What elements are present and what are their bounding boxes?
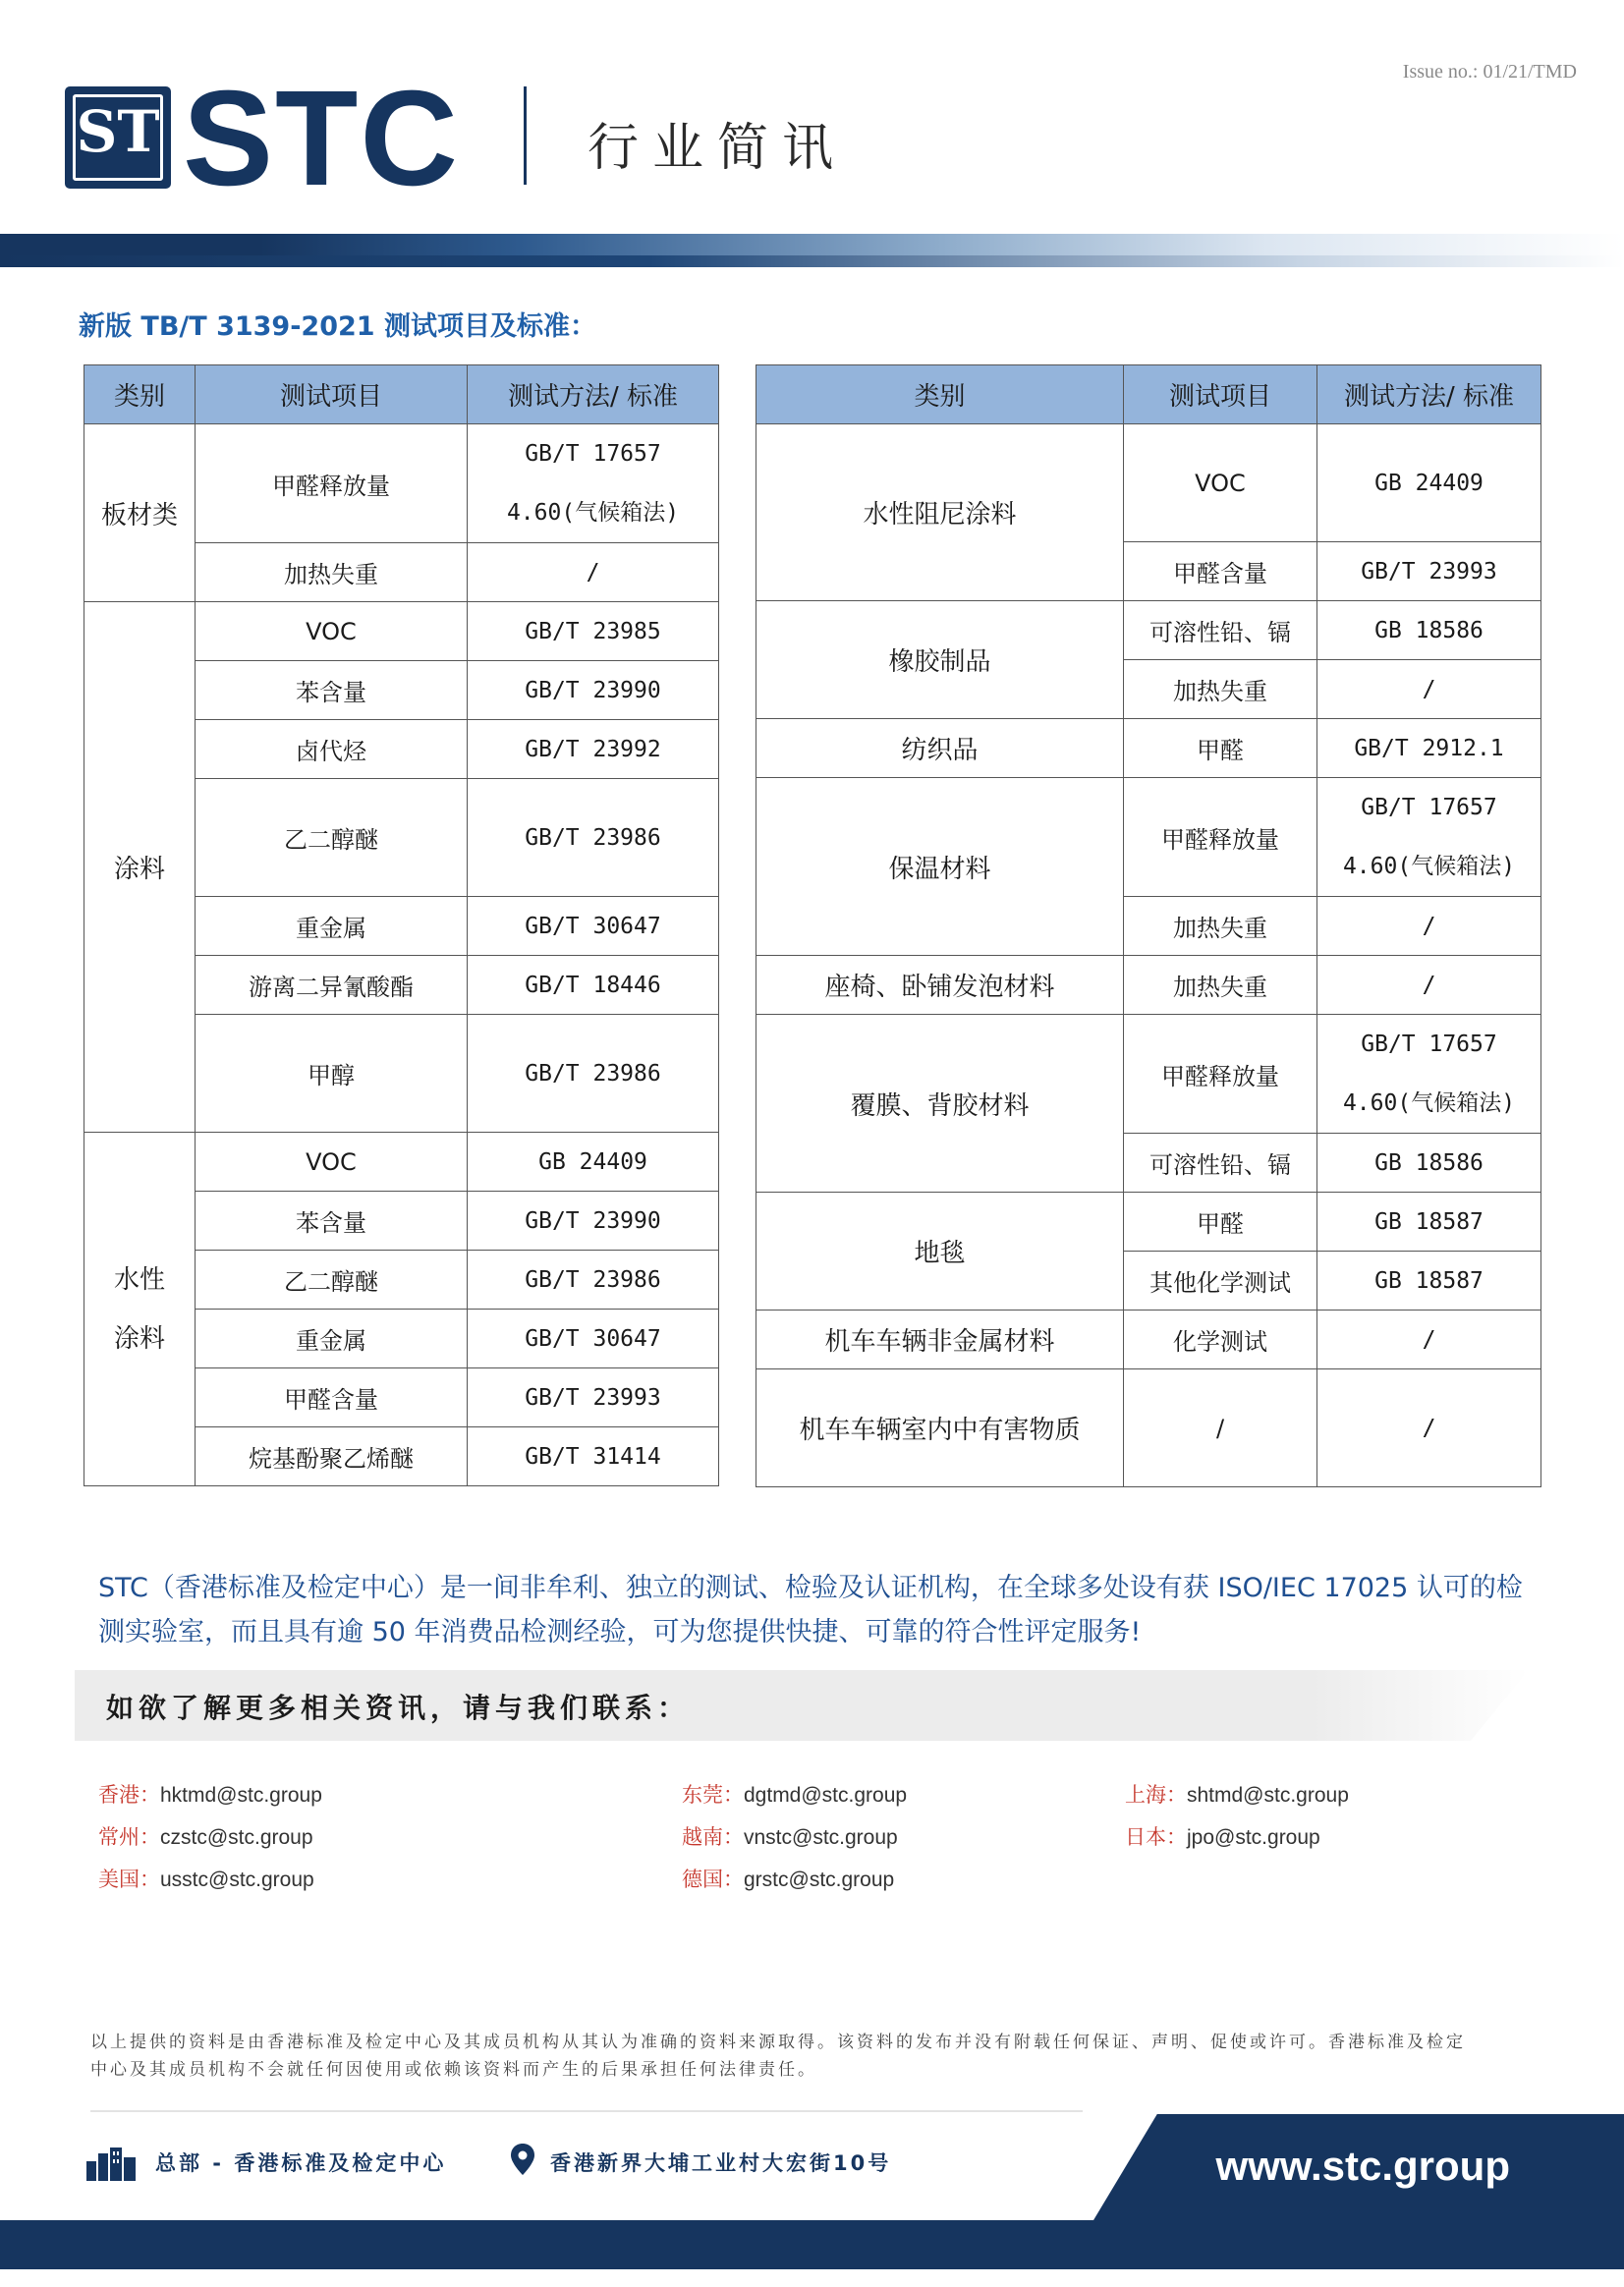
contact-item bbox=[98, 1774, 322, 1816]
contact-email[interactable]: usstc@stc.group bbox=[160, 1869, 314, 1891]
standard-cell: GB/T 23990 bbox=[468, 1192, 719, 1251]
item-cell: 加热失重 bbox=[1124, 660, 1317, 719]
standard-cell: / bbox=[468, 543, 719, 602]
table-header: 测试项目 bbox=[1124, 365, 1317, 424]
contact-column-1 bbox=[98, 1774, 322, 1901]
item-cell: 甲醛 bbox=[1124, 719, 1317, 778]
contact-email[interactable]: vnstc@stc.group bbox=[744, 1826, 898, 1849]
header-divider bbox=[524, 86, 527, 185]
standard-cell: GB/T 23986 bbox=[468, 779, 719, 897]
contact-label: 越南： bbox=[682, 1825, 744, 1849]
item-cell: 甲醛释放量 bbox=[1124, 1015, 1317, 1134]
category-cell: 水性 涂料 bbox=[84, 1133, 196, 1486]
header-band-dark bbox=[0, 255, 1624, 267]
item-cell: 重金属 bbox=[196, 1310, 468, 1368]
test-table-right bbox=[756, 364, 1541, 1487]
contact-label: 美国： bbox=[98, 1868, 160, 1891]
standard-cell: GB 24409 bbox=[1317, 424, 1541, 542]
standard-cell: GB/T 17657 4.60(气候箱法) bbox=[468, 424, 719, 543]
stc-logo-mark bbox=[65, 86, 171, 189]
contact-email[interactable]: czstc@stc.group bbox=[160, 1826, 313, 1849]
item-cell: 甲醛含量 bbox=[1124, 542, 1317, 601]
category-cell: 座椅、卧铺发泡材料 bbox=[756, 956, 1124, 1015]
section-title: 新版 TB/T 3139-2021 测试项目及标准： bbox=[79, 311, 596, 342]
standard-cell: GB/T 30647 bbox=[468, 1310, 719, 1368]
standard-cell: GB 18587 bbox=[1317, 1252, 1541, 1311]
location-pin-icon bbox=[511, 2144, 534, 2175]
item-cell: 苯含量 bbox=[196, 661, 468, 720]
item-cell: 可溶性铅、镉 bbox=[1124, 601, 1317, 660]
standard-cell: GB/T 31414 bbox=[468, 1427, 719, 1486]
item-cell: 化学测试 bbox=[1124, 1311, 1317, 1369]
item-cell: 甲醛释放量 bbox=[1124, 778, 1317, 897]
item-cell: 其他化学测试 bbox=[1124, 1252, 1317, 1311]
standard-cell: GB/T 23990 bbox=[468, 661, 719, 720]
item-cell: VOC bbox=[196, 602, 468, 661]
item-cell: 加热失重 bbox=[1124, 956, 1317, 1015]
category-cell: 覆膜、背胶材料 bbox=[756, 1015, 1124, 1193]
standard-cell: / bbox=[1317, 897, 1541, 956]
contact-item bbox=[1125, 1816, 1349, 1859]
standard-cell: GB 18586 bbox=[1317, 1134, 1541, 1193]
item-cell: 重金属 bbox=[196, 897, 468, 956]
logo-glyph: ST bbox=[76, 98, 160, 165]
standard-cell: GB/T 23986 bbox=[468, 1251, 719, 1310]
contact-label: 常州： bbox=[98, 1825, 160, 1849]
standard-cell: GB/T 23993 bbox=[468, 1368, 719, 1427]
address: 香港新界大埔工业村大宏街10号 bbox=[550, 2151, 892, 2175]
table-header: 测试方法/ 标准 bbox=[468, 365, 719, 424]
contact-email[interactable]: shtmd@stc.group bbox=[1187, 1784, 1349, 1807]
contact-label: 德国： bbox=[682, 1868, 744, 1891]
contact-item bbox=[682, 1816, 907, 1859]
contact-email[interactable]: grstc@stc.group bbox=[744, 1869, 895, 1891]
category-cell: 纺织品 bbox=[756, 719, 1124, 778]
item-cell: 甲醛含量 bbox=[196, 1368, 468, 1427]
category-cell: 机车车辆室内中有害物质 bbox=[756, 1369, 1124, 1487]
about-paragraph: STC（香港标准及检定中心）是一间非牟利、独立的测试、检验及认证机构，在全球多处设有获 ISO/IEC 17025 认可的检测实验室，而且具有逾 50 年消费品检测经验，可为您提供快捷、可靠的符合性评定服务! bbox=[98, 1573, 1523, 1647]
standard-cell: / bbox=[1317, 1311, 1541, 1369]
contact-item bbox=[98, 1816, 322, 1859]
contact-item bbox=[682, 1774, 907, 1816]
standard-cell: GB/T 2912.1 bbox=[1317, 719, 1541, 778]
standard-cell: GB/T 30647 bbox=[468, 897, 719, 956]
standard-cell: / bbox=[1317, 1369, 1541, 1487]
issue-number: Issue no.: 01/21/TMD bbox=[1402, 61, 1577, 83]
item-cell: 卤代烃 bbox=[196, 720, 468, 779]
page-title: 行业简讯 bbox=[588, 119, 848, 178]
standard-cell: GB/T 23993 bbox=[1317, 542, 1541, 601]
contact-label: 东莞： bbox=[682, 1783, 744, 1807]
stc-logo-text: STC bbox=[183, 63, 460, 214]
standard-cell: GB/T 17657 4.60(气候箱法) bbox=[1317, 1015, 1541, 1134]
table-header: 类别 bbox=[756, 365, 1124, 424]
building-icon bbox=[86, 2148, 136, 2181]
item-cell: 乙二醇醚 bbox=[196, 1251, 468, 1310]
item-cell: 甲醛 bbox=[1124, 1193, 1317, 1252]
item-cell: 乙二醇醚 bbox=[196, 779, 468, 897]
standard-cell: / bbox=[1317, 956, 1541, 1015]
item-cell: 加热失重 bbox=[196, 543, 468, 602]
item-cell: 甲醛释放量 bbox=[196, 424, 468, 543]
contact-title: 如欲了解更多相关资讯，请与我们联系： bbox=[106, 1692, 691, 1724]
item-cell: 游离二异氰酸酯 bbox=[196, 956, 468, 1015]
footer-band bbox=[0, 2220, 1624, 2269]
headquarters-label: 总部 - 香港标准及检定中心 bbox=[155, 2151, 447, 2175]
item-cell: 可溶性铅、镉 bbox=[1124, 1134, 1317, 1193]
standard-cell: GB 18586 bbox=[1317, 601, 1541, 660]
standard-cell: GB/T 23986 bbox=[468, 1015, 719, 1133]
item-cell: 甲醇 bbox=[196, 1015, 468, 1133]
contact-label: 香港： bbox=[98, 1783, 160, 1807]
test-table-left bbox=[84, 364, 719, 1486]
contact-item bbox=[682, 1859, 907, 1901]
disclaimer-divider bbox=[90, 2110, 1083, 2112]
standard-cell: / bbox=[1317, 660, 1541, 719]
contact-email[interactable]: jpo@stc.group bbox=[1187, 1826, 1320, 1849]
disclaimer: 以上提供的资料是由香港标准及检定中心及其成员机构从其认为准确的资料来源取得。该资料的发布并没有附载任何保证、声明、促使或许可。香港标准及检定中心及其成员机构不会就任何因使用或依赖该资料而产生的后果承担任何法律责任。 bbox=[90, 2033, 1466, 2080]
item-cell: VOC bbox=[1124, 424, 1317, 542]
standard-cell: GB/T 23985 bbox=[468, 602, 719, 661]
table-header: 类别 bbox=[84, 365, 196, 424]
contact-column-2 bbox=[682, 1774, 907, 1901]
contact-label: 上海： bbox=[1125, 1783, 1187, 1807]
table-header: 测试方法/ 标准 bbox=[1317, 365, 1541, 424]
standard-cell: GB/T 23992 bbox=[468, 720, 719, 779]
item-cell: 烷基酚聚乙烯醚 bbox=[196, 1427, 468, 1486]
item-cell: / bbox=[1124, 1369, 1317, 1487]
category-cell: 板材类 bbox=[84, 424, 196, 602]
category-cell: 保温材料 bbox=[756, 778, 1124, 956]
category-cell: 地毯 bbox=[756, 1193, 1124, 1311]
contact-column-3 bbox=[1125, 1774, 1349, 1859]
standard-cell: GB 24409 bbox=[468, 1133, 719, 1192]
contact-item bbox=[98, 1859, 322, 1901]
category-cell: 水性阻尼涂料 bbox=[756, 424, 1124, 601]
category-cell: 橡胶制品 bbox=[756, 601, 1124, 719]
standard-cell: GB 18587 bbox=[1317, 1193, 1541, 1252]
item-cell: 苯含量 bbox=[196, 1192, 468, 1251]
category-cell: 机车车辆非金属材料 bbox=[756, 1311, 1124, 1369]
contact-item bbox=[1125, 1774, 1349, 1816]
standard-cell: GB/T 18446 bbox=[468, 956, 719, 1015]
contact-email[interactable]: dgtmd@stc.group bbox=[744, 1784, 908, 1807]
website-link[interactable]: www.stc.group bbox=[1215, 2143, 1510, 2189]
table-header: 测试项目 bbox=[196, 365, 468, 424]
item-cell: 加热失重 bbox=[1124, 897, 1317, 956]
contact-label: 日本： bbox=[1125, 1825, 1187, 1849]
contact-email[interactable]: hktmd@stc.group bbox=[160, 1784, 322, 1807]
category-cell: 涂料 bbox=[84, 602, 196, 1133]
item-cell: VOC bbox=[196, 1133, 468, 1192]
standard-cell: GB/T 17657 4.60(气候箱法) bbox=[1317, 778, 1541, 897]
